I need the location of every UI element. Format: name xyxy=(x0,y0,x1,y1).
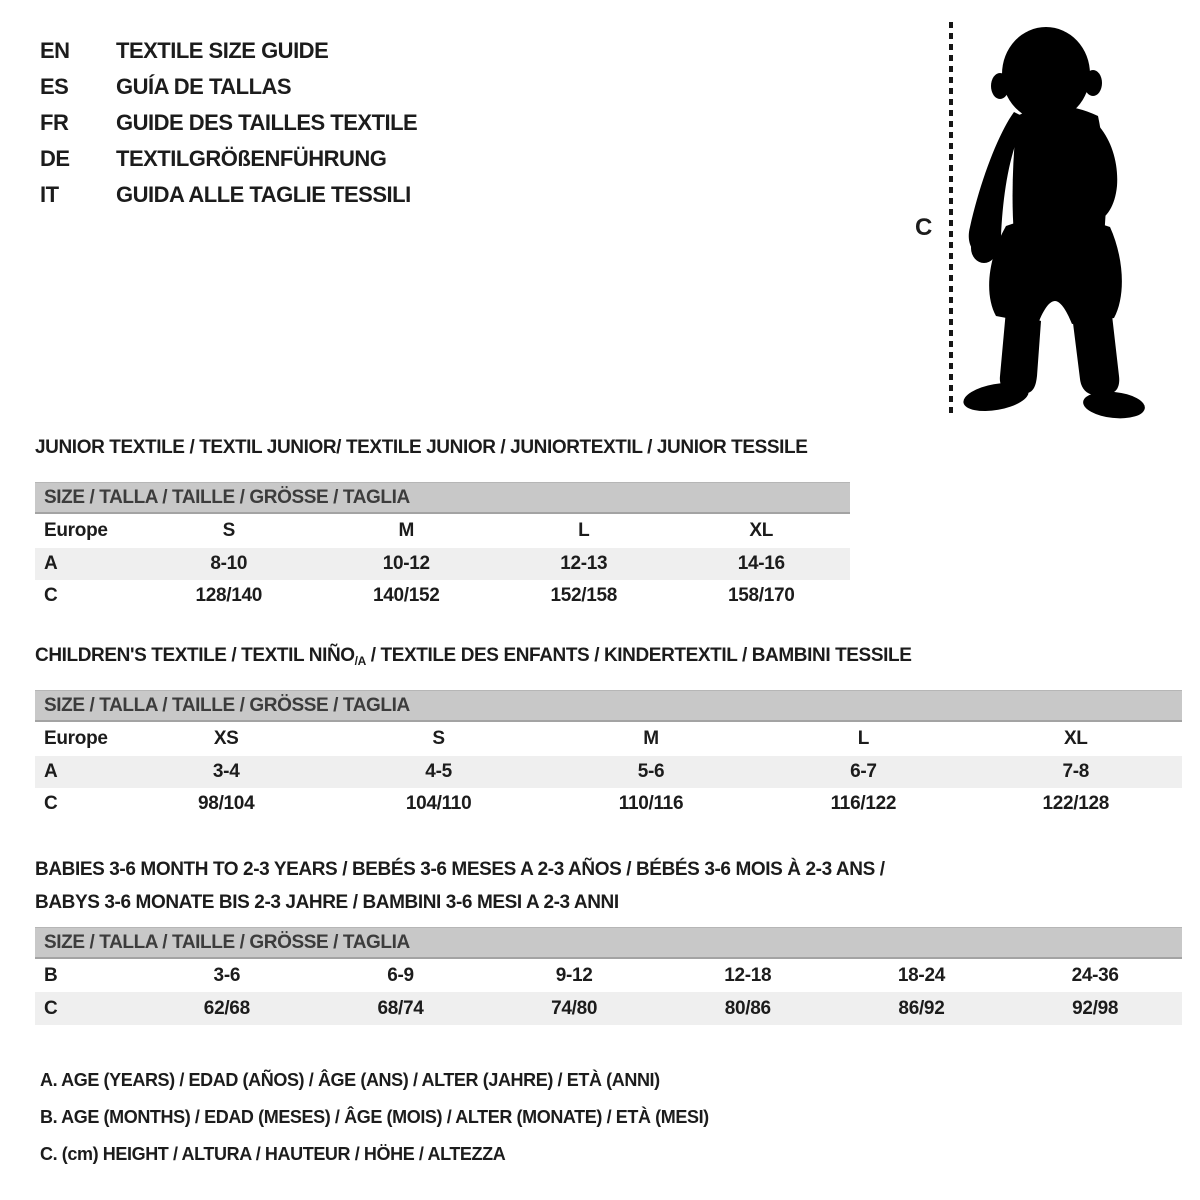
table-row xyxy=(35,992,1182,1025)
row-label: C xyxy=(44,793,58,814)
table-cell: 98/104 xyxy=(198,793,255,814)
table-cell: 18-24 xyxy=(897,964,945,986)
language-title: TEXTILE SIZE GUIDE xyxy=(116,38,329,63)
height-label-c: C xyxy=(915,214,933,241)
row-label: A xyxy=(44,553,58,574)
language-title-list xyxy=(40,33,417,213)
table-cell: 3-6 xyxy=(213,964,241,986)
column-header: Europe xyxy=(44,520,108,541)
row-label: C xyxy=(44,585,58,606)
table-cell: 12-13 xyxy=(560,553,608,574)
table-cell: 140/152 xyxy=(372,585,440,606)
language-code: IT xyxy=(40,182,59,207)
table-row xyxy=(35,959,1182,992)
table-cell: 6-9 xyxy=(387,964,414,986)
babies-title-line1: BABIES 3-6 MONTH TO 2-3 YEARS / BEBÉS 3-6 MESES A 2-3 AÑOS / BÉBÉS 3-6 MOIS À 2-3 ANS / xyxy=(35,859,885,880)
language-title: GUÍA DE TALLAS xyxy=(116,74,292,99)
babies-size-table xyxy=(35,959,1182,1025)
legend-line-c: C. (cm) HEIGHT / ALTURA / HAUTEUR / HÖHE / ALTEZZA xyxy=(40,1144,506,1164)
babies-title-line2: BABYS 3-6 MONATE BIS 2-3 JAHRE / BAMBINI 3-6 MESI A 2-3 ANNI xyxy=(35,892,619,913)
column-header: S xyxy=(222,520,235,541)
table-row xyxy=(35,548,850,580)
column-header: L xyxy=(857,728,870,749)
table-cell: 68/74 xyxy=(377,997,424,1019)
junior-textile-section xyxy=(35,437,850,612)
table-cell: 80/86 xyxy=(724,997,771,1019)
language-title: GUIDE DES TAILLES TEXTILE xyxy=(116,110,418,135)
table-row xyxy=(35,756,1182,788)
table-cell: 10-12 xyxy=(382,553,430,574)
table-cell: 4-5 xyxy=(425,761,452,782)
table-cell: 86/92 xyxy=(898,997,945,1019)
children-section-title xyxy=(35,645,1182,667)
table-cell: 152/158 xyxy=(550,585,618,606)
language-row xyxy=(40,105,417,141)
junior-size-table xyxy=(35,514,850,612)
table-cell: 12-18 xyxy=(724,964,772,986)
language-code: FR xyxy=(40,110,69,135)
children-size-table xyxy=(35,722,1182,820)
babies-section-title xyxy=(35,853,1182,919)
table-cell: 128/140 xyxy=(195,585,263,606)
children-title-main: CHILDREN'S TEXTILE / TEXTIL NIÑO xyxy=(35,645,355,666)
height-figure xyxy=(900,18,1196,430)
table-cell: 6-7 xyxy=(850,761,877,782)
column-header: XL xyxy=(749,520,774,541)
babies-size-header-bar: SIZE / TALLA / TAILLE / GRÖSSE / TAGLIA xyxy=(35,927,1182,959)
language-code: ES xyxy=(40,74,69,99)
table-cell: 8-10 xyxy=(210,553,248,574)
language-code: EN xyxy=(40,38,70,63)
legend-line-b: B. AGE (MONTHS) / EDAD (MESES) / ÂGE (MOIS) / ALTER (MONATE) / ETÀ (MESI) xyxy=(40,1107,709,1127)
height-dashed-line xyxy=(949,22,953,418)
table-cell: 158/170 xyxy=(727,585,795,606)
table-cell: 62/68 xyxy=(203,997,250,1019)
table-cell: 92/98 xyxy=(1072,997,1119,1019)
table-row xyxy=(35,788,1182,820)
table-cell: 74/80 xyxy=(551,997,598,1019)
babies-textile-section xyxy=(35,853,1182,1025)
table-cell: 14-16 xyxy=(737,553,785,574)
table-cell: 3-4 xyxy=(212,761,240,782)
table-row xyxy=(35,580,850,612)
language-row xyxy=(40,177,417,213)
column-header: L xyxy=(578,520,590,541)
column-header: M xyxy=(643,728,659,749)
language-row xyxy=(40,141,417,177)
legend xyxy=(40,1062,709,1173)
row-label: B xyxy=(44,964,58,986)
junior-size-header-bar: SIZE / TALLA / TAILLE / GRÖSSE / TAGLIA xyxy=(35,482,850,514)
language-code: DE xyxy=(40,146,70,171)
language-row xyxy=(40,69,417,105)
children-size-header-bar: SIZE / TALLA / TAILLE / GRÖSSE / TAGLIA xyxy=(35,690,1182,722)
children-title-sub: /A xyxy=(354,654,366,668)
table-cell: 122/128 xyxy=(1042,793,1110,814)
column-header: Europe xyxy=(44,728,108,749)
language-title: GUIDA ALLE TAGLIE TESSILI xyxy=(116,182,411,207)
row-label: C xyxy=(44,997,58,1019)
legend-line-a: A. AGE (YEARS) / EDAD (AÑOS) / ÂGE (ANS) / ALTER (JAHRE) / ETÀ (ANNI) xyxy=(40,1070,660,1090)
row-label: A xyxy=(44,761,58,782)
junior-section-title: JUNIOR TEXTILE / TEXTIL JUNIOR/ TEXTILE JUNIOR / JUNIORTEXTIL / JUNIOR TESSILE xyxy=(35,437,808,458)
column-header: XS xyxy=(213,728,239,749)
table-cell: 104/110 xyxy=(405,793,472,814)
toddler-silhouette xyxy=(962,24,1152,422)
table-cell: 110/116 xyxy=(618,793,684,814)
children-title-rest: / TEXTILE DES ENFANTS / KINDERTEXTIL / BAMBINI TESSILE xyxy=(365,645,912,666)
language-row xyxy=(40,33,417,69)
column-header: M xyxy=(398,520,415,541)
table-header-row xyxy=(35,514,850,548)
table-cell: 24-36 xyxy=(1071,964,1119,986)
table-cell: 9-12 xyxy=(555,964,593,986)
table-cell: 7-8 xyxy=(1062,761,1090,782)
column-header: S xyxy=(432,728,445,749)
language-title: TEXTILGRÖßENFÜHRUNG xyxy=(116,146,387,171)
table-cell: 116/122 xyxy=(830,793,897,814)
table-header-row xyxy=(35,722,1182,756)
table-cell: 5-6 xyxy=(637,761,665,782)
column-header: XL xyxy=(1063,728,1088,749)
children-textile-section xyxy=(35,645,1182,820)
